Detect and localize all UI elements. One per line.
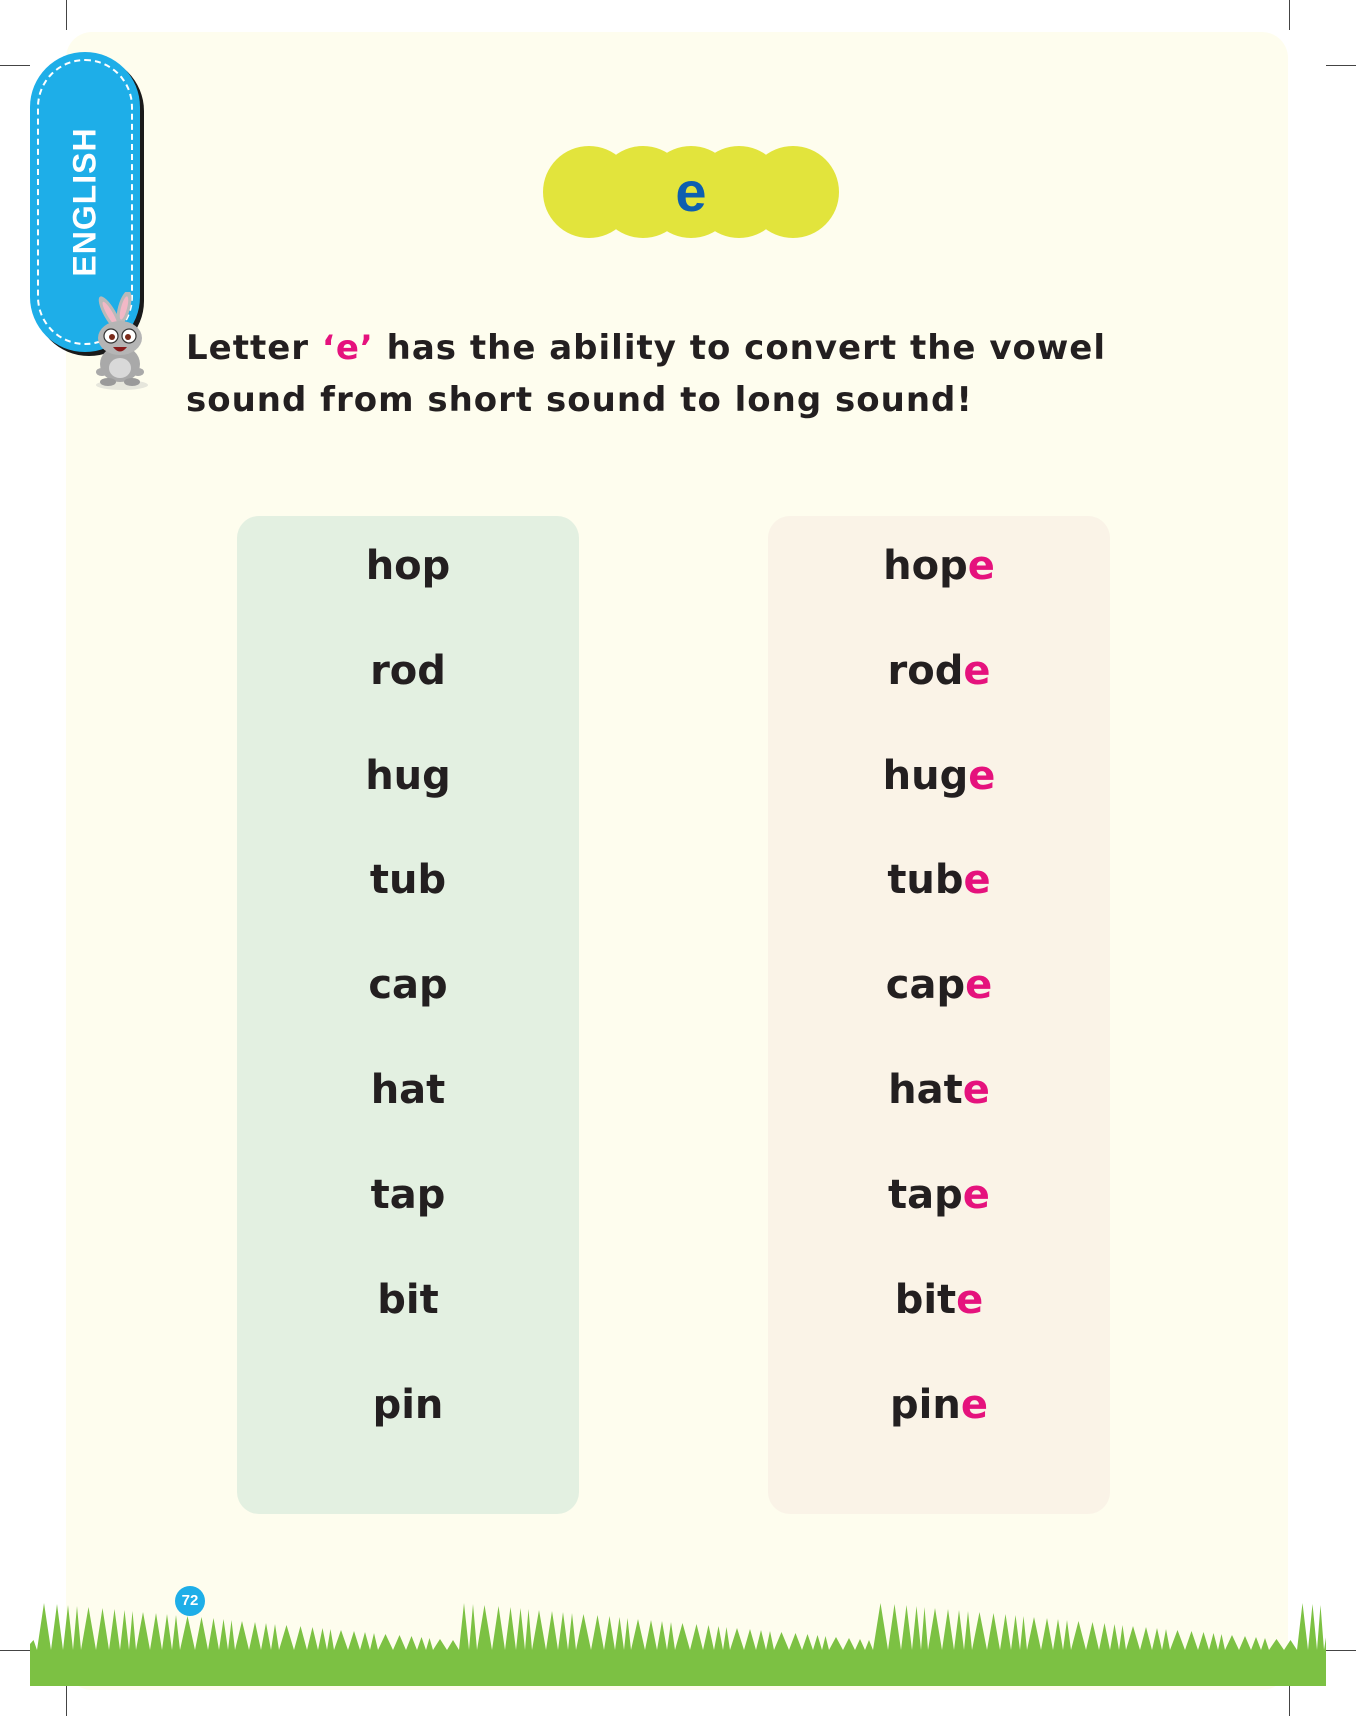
crop-mark <box>66 0 67 30</box>
long-word-base: hop <box>883 543 968 589</box>
long-word <box>768 748 1110 804</box>
long-word-base: rod <box>887 648 964 694</box>
short-word: hug <box>365 753 451 799</box>
long-word <box>768 852 1110 908</box>
intro-text-start: Letter <box>186 328 322 368</box>
crop-mark <box>66 1686 67 1716</box>
subject-label: ENGLISH <box>66 127 103 277</box>
magic-e-suffix: e <box>956 1277 984 1323</box>
magic-e-suffix: e <box>967 543 995 589</box>
intro-highlight-letter: ‘e’ <box>321 328 374 368</box>
long-word-base: pin <box>890 1382 961 1428</box>
long-word-base: bit <box>894 1277 957 1323</box>
crop-mark <box>1289 1686 1290 1716</box>
short-word: cap <box>368 962 448 1008</box>
short-word: tap <box>370 1172 446 1218</box>
magic-e-suffix: e <box>962 1172 990 1218</box>
long-word-base: hug <box>882 753 969 799</box>
intro-text <box>186 322 1186 426</box>
magic-e-suffix: e <box>960 1382 988 1428</box>
long-vowel-panel <box>768 516 1110 1514</box>
short-word: bit <box>377 1277 439 1323</box>
page-number: 72 <box>175 1586 205 1616</box>
bunny-mascot-icon <box>80 292 164 392</box>
long-word <box>768 1167 1110 1223</box>
long-word-base: hat <box>888 1067 963 1113</box>
crop-mark <box>0 1650 30 1651</box>
long-word-base: tub <box>887 857 964 903</box>
title-letter: e <box>675 160 707 223</box>
long-word <box>768 957 1110 1013</box>
magic-e-suffix: e <box>963 857 991 903</box>
short-word: hop <box>365 543 451 589</box>
crop-mark <box>1326 1650 1356 1651</box>
short-word: rod <box>370 648 446 694</box>
long-word <box>768 538 1110 594</box>
long-word <box>768 1377 1110 1433</box>
crop-mark <box>0 65 30 66</box>
magic-e-suffix: e <box>962 1067 990 1113</box>
long-word <box>768 643 1110 699</box>
long-word-base: tap <box>888 1172 963 1218</box>
long-word <box>768 1062 1110 1118</box>
magic-e-suffix: e <box>963 648 991 694</box>
crop-mark <box>1289 0 1290 30</box>
long-word <box>768 1272 1110 1328</box>
short-word: hat <box>370 1067 446 1113</box>
crop-mark <box>1326 65 1356 66</box>
magic-e-suffix: e <box>965 962 993 1008</box>
intro-text-end: has the ability to convert the vowel sound from short sound to long sound! <box>186 328 1106 420</box>
short-word: pin <box>372 1382 444 1428</box>
short-word: tub <box>369 857 447 903</box>
magic-e-suffix: e <box>968 753 996 799</box>
grass-border-icon <box>30 1562 1326 1686</box>
long-word-base: cap <box>885 962 966 1008</box>
short-vowel-panel <box>237 516 579 1514</box>
